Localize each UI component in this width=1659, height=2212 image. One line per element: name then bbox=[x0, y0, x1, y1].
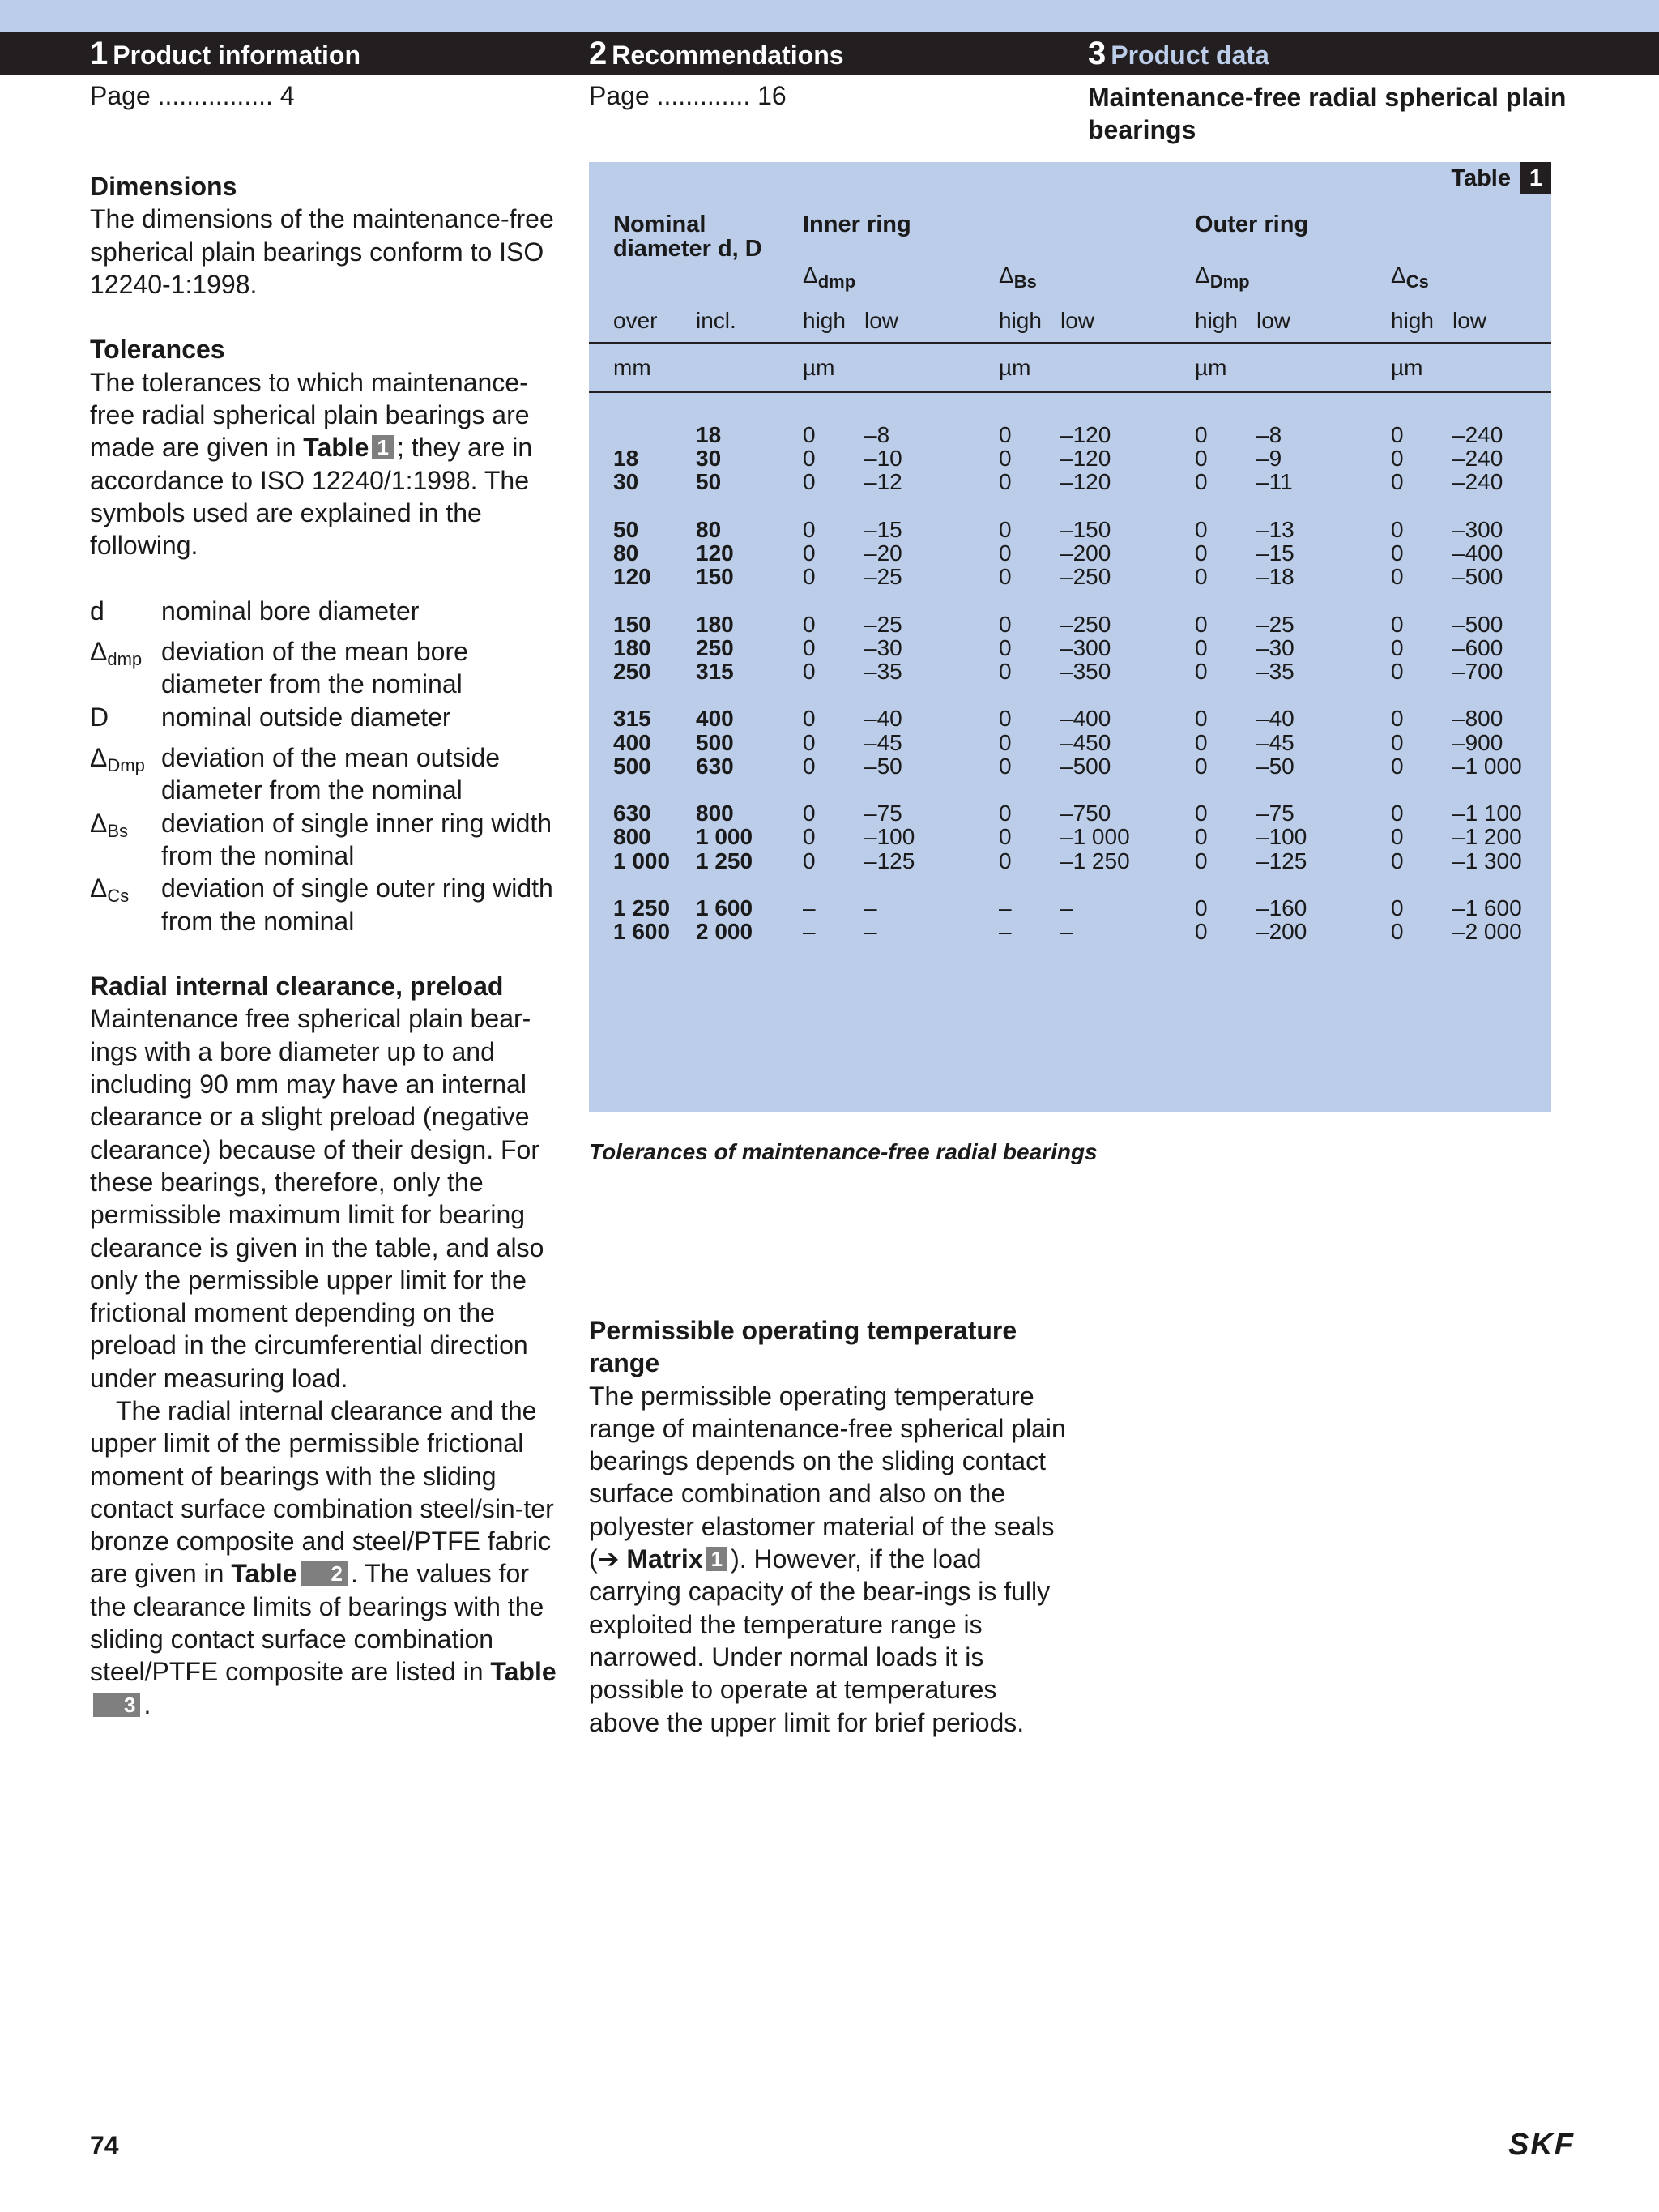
unit-um: µm bbox=[999, 355, 1031, 380]
cell-inner-bs-high: 0 bbox=[999, 801, 1012, 826]
cell-inner-dmp-low: – bbox=[864, 895, 877, 920]
delta-dmp-symbol bbox=[803, 263, 855, 293]
cell-incl: 315 bbox=[696, 659, 734, 684]
symbol-subscript: Cs bbox=[1405, 271, 1429, 292]
symbol-main: d bbox=[90, 596, 104, 626]
skf-logo: SKF bbox=[1508, 2128, 1575, 2162]
cell-outer-dmp-low: –30 bbox=[1256, 634, 1294, 660]
cell-outer-dmp-high: 0 bbox=[1195, 446, 1208, 472]
tolerances-heading: Tolerances bbox=[90, 335, 225, 365]
cell-outer-dmp-low: –125 bbox=[1256, 848, 1307, 873]
page-reference-2[interactable]: Page ............. 16 bbox=[589, 81, 787, 110]
cell-outer-dmp-low: –11 bbox=[1256, 469, 1293, 495]
cell-inner-dmp-low: –20 bbox=[864, 540, 902, 566]
product-title: Maintenance-free radial spherical plain bearings bbox=[1088, 83, 1567, 144]
cell-outer-cs-high: 0 bbox=[1391, 824, 1404, 850]
cell-outer-dmp-high: 0 bbox=[1195, 469, 1208, 495]
cell-outer-cs-high: 0 bbox=[1391, 919, 1404, 945]
cell-inner-dmp-high: 0 bbox=[803, 729, 816, 755]
matrix-reference-badge[interactable]: 1 bbox=[706, 1547, 727, 1571]
cell-inner-dmp-low: – bbox=[864, 919, 877, 945]
delta-glyph: Δ bbox=[803, 263, 818, 288]
cell-inner-bs-high: 0 bbox=[999, 753, 1012, 779]
cell-outer-cs-high: 0 bbox=[1391, 729, 1404, 755]
cell-outer-cs-high: 0 bbox=[1391, 753, 1404, 779]
cell-over: 500 bbox=[613, 753, 651, 779]
cell-inner-bs-low: –450 bbox=[1060, 729, 1111, 755]
cell-inner-dmp-low: –25 bbox=[864, 611, 902, 637]
symbol-subscript: Dmp bbox=[107, 755, 145, 776]
cell-inner-dmp-low: –35 bbox=[864, 659, 902, 684]
cell-incl: 400 bbox=[696, 706, 734, 732]
incl-header: incl. bbox=[696, 308, 736, 333]
cell-outer-dmp-low: –200 bbox=[1256, 919, 1307, 945]
cell-inner-dmp-low: –125 bbox=[864, 848, 915, 873]
cell-outer-dmp-low: –160 bbox=[1256, 895, 1307, 920]
table-reference-badge[interactable]: 3 bbox=[93, 1693, 140, 1717]
cell-outer-dmp-high: 0 bbox=[1195, 801, 1208, 826]
cell-inner-bs-high: – bbox=[999, 919, 1012, 945]
inner-ring-header: Inner ring bbox=[803, 211, 911, 237]
table-label bbox=[1451, 162, 1551, 194]
table-row bbox=[589, 613, 1551, 636]
dimensions-text: The dimensions of the maintenance-free spherical plain bearings conform to ISO 12240-1:1998. bbox=[90, 204, 554, 299]
symbol-subscript: Bs bbox=[1013, 271, 1037, 292]
table-reference-word[interactable]: Table bbox=[231, 1559, 297, 1589]
section-number: 2 bbox=[589, 36, 608, 71]
cell-outer-dmp-high: 0 bbox=[1195, 659, 1208, 684]
cell-incl: 150 bbox=[696, 564, 734, 590]
unit-um: µm bbox=[1195, 355, 1227, 380]
cell-over: 1 250 bbox=[613, 895, 671, 920]
cell-outer-cs-high: 0 bbox=[1391, 634, 1404, 660]
cell-over: 150 bbox=[613, 611, 651, 637]
cell-outer-dmp-high: 0 bbox=[1195, 422, 1208, 447]
cell-outer-cs-high: 0 bbox=[1391, 611, 1404, 637]
table-row bbox=[589, 896, 1551, 920]
cell-inner-bs-low: –1 250 bbox=[1060, 848, 1130, 873]
cell-outer-cs-low: –700 bbox=[1452, 659, 1503, 684]
cell-inner-bs-high: 0 bbox=[999, 516, 1012, 542]
table-reference-word[interactable]: Table bbox=[303, 433, 369, 463]
delta-dmp-outer-symbol bbox=[1195, 263, 1250, 293]
unit-mm: mm bbox=[613, 355, 651, 380]
cell-inner-bs-high: 0 bbox=[999, 824, 1012, 850]
cell-outer-cs-high: 0 bbox=[1391, 469, 1404, 495]
cell-inner-bs-high: 0 bbox=[999, 446, 1012, 472]
cell-outer-cs-high: 0 bbox=[1391, 446, 1404, 472]
cell-inner-bs-low: –120 bbox=[1060, 469, 1111, 495]
page-reference-1[interactable]: Page ................ 4 bbox=[90, 81, 295, 110]
cell-inner-dmp-low: –30 bbox=[864, 634, 902, 660]
dimensions-heading: Dimensions bbox=[90, 172, 237, 201]
cell-inner-dmp-high: 0 bbox=[803, 634, 816, 660]
cell-inner-bs-low: –150 bbox=[1060, 516, 1111, 542]
cell-inner-dmp-high: 0 bbox=[803, 446, 816, 472]
table-row bbox=[589, 541, 1551, 565]
cell-outer-cs-high: 0 bbox=[1391, 659, 1404, 684]
low-header: low bbox=[864, 308, 899, 333]
cell-inner-dmp-low: –10 bbox=[864, 446, 902, 472]
cell-incl: 18 bbox=[696, 422, 722, 447]
cell-over: 1 000 bbox=[613, 848, 671, 873]
table-row bbox=[589, 707, 1551, 730]
cell-outer-dmp-low: –13 bbox=[1256, 516, 1294, 542]
cell-outer-cs-low: –2 000 bbox=[1452, 919, 1522, 945]
symbol-subscript: Bs bbox=[107, 820, 129, 841]
delta-glyph: Δ bbox=[1391, 263, 1406, 288]
cell-inner-bs-high: 0 bbox=[999, 706, 1012, 732]
cell-incl: 250 bbox=[696, 634, 734, 660]
cell-outer-dmp-high: 0 bbox=[1195, 706, 1208, 732]
cell-outer-dmp-high: 0 bbox=[1195, 753, 1208, 779]
cell-inner-bs-low: –120 bbox=[1060, 446, 1111, 472]
cell-outer-cs-low: –240 bbox=[1452, 446, 1503, 472]
section-tab-product-data[interactable] bbox=[1088, 32, 1269, 75]
cell-outer-dmp-high: 0 bbox=[1195, 848, 1208, 873]
cell-outer-dmp-high: 0 bbox=[1195, 611, 1208, 637]
table-row bbox=[589, 518, 1551, 541]
cell-inner-dmp-high: 0 bbox=[803, 824, 816, 850]
cell-outer-cs-low: –1 600 bbox=[1452, 895, 1522, 920]
cell-inner-dmp-high: 0 bbox=[803, 564, 816, 590]
cell-outer-cs-high: 0 bbox=[1391, 422, 1404, 447]
cell-over: 50 bbox=[613, 516, 639, 542]
cell-inner-dmp-high: 0 bbox=[803, 801, 816, 826]
symbol-row bbox=[90, 635, 564, 701]
right-text-column bbox=[589, 1314, 1067, 1739]
symbol-description: nominal outside diameter bbox=[161, 702, 451, 732]
delta-glyph: Δ bbox=[90, 873, 108, 903]
cell-inner-bs-high: 0 bbox=[999, 729, 1012, 755]
cell-inner-dmp-high: 0 bbox=[803, 516, 816, 542]
cell-outer-dmp-low: –9 bbox=[1256, 446, 1282, 472]
cell-inner-dmp-high: – bbox=[803, 919, 816, 945]
tolerance-table bbox=[589, 162, 1551, 1112]
cell-inner-dmp-high: 0 bbox=[803, 753, 816, 779]
temperature-heading: Permissible operating temperature range bbox=[589, 1316, 1017, 1378]
cell-outer-dmp-low: –45 bbox=[1256, 729, 1294, 755]
cell-incl: 180 bbox=[696, 611, 734, 637]
high-header: high bbox=[999, 308, 1042, 333]
section-tab-recommendations[interactable] bbox=[589, 32, 844, 75]
section-number: 1 bbox=[90, 36, 109, 71]
cell-inner-bs-low: –500 bbox=[1060, 753, 1111, 779]
high-header: high bbox=[1195, 308, 1238, 333]
over-header: over bbox=[613, 308, 658, 333]
cell-outer-cs-high: 0 bbox=[1391, 564, 1404, 590]
table-row bbox=[589, 565, 1551, 588]
cell-over: 250 bbox=[613, 659, 651, 684]
cell-incl: 500 bbox=[696, 729, 734, 755]
symbol-main: D bbox=[90, 702, 109, 732]
table-rule bbox=[589, 342, 1551, 344]
clearance-text-part: . The values for the clearance limits of bearings with the sliding contact surface combination steel/PTFE composite are listed in bbox=[90, 1559, 544, 1687]
cell-outer-cs-high: 0 bbox=[1391, 801, 1404, 826]
cell-outer-cs-low: –1 200 bbox=[1452, 824, 1522, 850]
table-caption: Tolerances of maintenance-free radial bearings bbox=[589, 1139, 1098, 1164]
clearance-paragraph-2 bbox=[90, 1394, 564, 1721]
cell-outer-dmp-high: 0 bbox=[1195, 540, 1208, 566]
cell-incl: 1 600 bbox=[696, 895, 753, 920]
symbol-key bbox=[90, 741, 161, 807]
cell-outer-cs-low: –1 300 bbox=[1452, 848, 1522, 873]
cell-inner-dmp-low: –75 bbox=[864, 801, 902, 826]
cell-incl: 30 bbox=[696, 446, 722, 472]
cell-outer-cs-low: –240 bbox=[1452, 422, 1503, 447]
cell-outer-dmp-low: –75 bbox=[1256, 801, 1294, 826]
symbol-description: deviation of single inner ring width from the nominal bbox=[161, 808, 552, 870]
cell-incl: 1 250 bbox=[696, 848, 753, 873]
section-header-bar bbox=[0, 32, 1659, 75]
cell-inner-dmp-high: 0 bbox=[803, 540, 816, 566]
clearance-heading: Radial internal clearance, preload bbox=[90, 971, 504, 1001]
table-rule bbox=[589, 391, 1551, 393]
cell-inner-bs-low: –120 bbox=[1060, 422, 1111, 447]
cell-outer-cs-low: –600 bbox=[1452, 634, 1503, 660]
cell-inner-bs-low: –250 bbox=[1060, 564, 1111, 590]
delta-glyph: Δ bbox=[90, 743, 108, 773]
table-row bbox=[589, 801, 1551, 825]
table-reference-badge[interactable]: 1 bbox=[372, 435, 393, 459]
cell-incl: 80 bbox=[696, 516, 722, 542]
cell-inner-bs-low: –400 bbox=[1060, 706, 1111, 732]
clearance-text-part: . bbox=[143, 1689, 151, 1719]
cell-over: 18 bbox=[613, 446, 639, 472]
nominal-diameter-header: Nominal diameter d, D bbox=[613, 211, 762, 262]
left-text-column bbox=[90, 170, 564, 1721]
cell-outer-cs-high: 0 bbox=[1391, 848, 1404, 873]
delta-cs-symbol bbox=[1391, 263, 1429, 293]
delta-glyph: Δ bbox=[999, 263, 1014, 288]
cell-inner-bs-low: –250 bbox=[1060, 611, 1111, 637]
cell-inner-dmp-low: –40 bbox=[864, 706, 902, 732]
arrow-icon: ➔ bbox=[597, 1544, 620, 1574]
section-label: Product information bbox=[113, 41, 361, 70]
cell-outer-cs-low: –240 bbox=[1452, 469, 1503, 495]
cell-inner-dmp-high: – bbox=[803, 895, 816, 920]
cell-inner-bs-low: –200 bbox=[1060, 540, 1111, 566]
table-row bbox=[589, 825, 1551, 848]
cell-inner-bs-high: 0 bbox=[999, 564, 1012, 590]
cell-outer-cs-low: –500 bbox=[1452, 564, 1503, 590]
temperature-text-part: ). However, if the load carrying capacity of the bear-ings is fully exploited the temperature range is narrowed. Under normal loads it is possible to operate at temperatures above the upper limit for brief periods. bbox=[589, 1544, 1051, 1737]
unit-um: µm bbox=[1391, 355, 1423, 380]
cell-inner-bs-high: 0 bbox=[999, 469, 1012, 495]
cell-inner-bs-low: –1 000 bbox=[1060, 824, 1130, 850]
table-row bbox=[589, 446, 1551, 470]
delta-glyph: Δ bbox=[90, 808, 108, 838]
symbol-key bbox=[90, 701, 161, 741]
table-row bbox=[589, 636, 1551, 660]
cell-outer-cs-low: –1 000 bbox=[1452, 753, 1522, 779]
symbol-description: deviation of single outer ring width from the nominal bbox=[161, 873, 553, 936]
cell-inner-dmp-low: –8 bbox=[864, 422, 890, 447]
low-header: low bbox=[1256, 308, 1291, 333]
cell-outer-dmp-low: –18 bbox=[1256, 564, 1294, 590]
cell-outer-dmp-high: 0 bbox=[1195, 564, 1208, 590]
cell-inner-dmp-high: 0 bbox=[803, 848, 816, 873]
symbol-list bbox=[90, 595, 564, 937]
table-row bbox=[589, 423, 1551, 446]
cell-inner-bs-high: 0 bbox=[999, 422, 1012, 447]
delta-bs-symbol bbox=[999, 263, 1037, 293]
cell-inner-dmp-low: –45 bbox=[864, 729, 902, 755]
cell-inner-dmp-high: 0 bbox=[803, 611, 816, 637]
cell-over: 800 bbox=[613, 824, 651, 850]
cell-over: 315 bbox=[613, 706, 651, 732]
symbol-row bbox=[90, 701, 564, 741]
cell-inner-bs-low: –750 bbox=[1060, 801, 1111, 826]
cell-inner-dmp-low: –12 bbox=[864, 469, 902, 495]
symbol-subscript: dmp bbox=[817, 271, 856, 292]
section-label: Recommendations bbox=[612, 41, 844, 70]
symbol-key bbox=[90, 635, 161, 701]
table-row bbox=[589, 731, 1551, 754]
clearance-paragraph-1: Maintenance free spherical plain bear-ings with a bore diameter up to and including 90 mm may have an internal clearance or a slight preload (negative clearance) because of their design. For these bearings, therefore, only the permissible maximum limit for bearing clearance is given in the table, and also only the permissible upper limit for the frictional moment depending on the preload in the circumferential direction under measuring load. bbox=[90, 1004, 544, 1393]
cell-incl: 1 000 bbox=[696, 824, 753, 850]
cell-inner-bs-low: –300 bbox=[1060, 634, 1111, 660]
cell-over: 180 bbox=[613, 634, 651, 660]
symbol-description: deviation of the mean outside diameter from the nominal bbox=[161, 743, 501, 805]
cell-outer-dmp-low: –40 bbox=[1256, 706, 1294, 732]
section-number: 3 bbox=[1088, 36, 1107, 71]
cell-incl: 120 bbox=[696, 540, 734, 566]
cell-incl: 50 bbox=[696, 469, 722, 495]
page-number: 74 bbox=[90, 2131, 119, 2160]
cell-incl: 2 000 bbox=[696, 919, 753, 945]
symbol-key bbox=[90, 595, 161, 635]
top-color-band bbox=[0, 0, 1659, 32]
table-row bbox=[589, 470, 1551, 493]
cell-inner-bs-high: 0 bbox=[999, 634, 1012, 660]
cell-over: 630 bbox=[613, 801, 651, 826]
cell-outer-cs-low: –400 bbox=[1452, 540, 1503, 566]
cell-over: 1 600 bbox=[613, 919, 671, 945]
table-label-text: Table bbox=[1451, 165, 1511, 191]
cell-outer-dmp-low: –8 bbox=[1256, 422, 1282, 447]
symbol-subscript: Dmp bbox=[1209, 271, 1250, 292]
tolerances-text-part: ; they are in accordance to ISO 12240/1:1998. The symbols used are explained in the following. bbox=[90, 433, 533, 561]
cell-outer-dmp-high: 0 bbox=[1195, 634, 1208, 660]
section-label: Product data bbox=[1111, 41, 1269, 70]
cell-inner-bs-high: – bbox=[999, 895, 1012, 920]
cell-inner-bs-high: 0 bbox=[999, 848, 1012, 873]
cell-over: 30 bbox=[613, 469, 639, 495]
cell-inner-dmp-low: –100 bbox=[864, 824, 915, 850]
delta-glyph: Δ bbox=[1195, 263, 1210, 288]
cell-inner-bs-high: 0 bbox=[999, 659, 1012, 684]
cell-outer-dmp-low: –100 bbox=[1256, 824, 1307, 850]
cell-outer-dmp-high: 0 bbox=[1195, 895, 1208, 920]
cell-inner-bs-high: 0 bbox=[999, 540, 1012, 566]
high-header: high bbox=[803, 308, 846, 333]
cell-outer-cs-high: 0 bbox=[1391, 540, 1404, 566]
cell-inner-bs-low: –350 bbox=[1060, 659, 1111, 684]
temperature-text-part: The permissible operating temperature range of maintenance-free spherical plain bearings depends on the sliding contact surface combination and also on the polyester elastomer material of the seals ( bbox=[589, 1381, 1066, 1574]
unit-um: µm bbox=[803, 355, 835, 380]
table-row bbox=[589, 754, 1551, 778]
low-header: low bbox=[1452, 308, 1487, 333]
high-header: high bbox=[1391, 308, 1434, 333]
symbol-row bbox=[90, 741, 564, 807]
symbol-row bbox=[90, 872, 564, 937]
cell-outer-cs-low: –300 bbox=[1452, 516, 1503, 542]
cell-inner-dmp-low: –25 bbox=[864, 564, 902, 590]
cell-over: 400 bbox=[613, 729, 651, 755]
cell-inner-dmp-low: –50 bbox=[864, 753, 902, 779]
cell-outer-dmp-high: 0 bbox=[1195, 729, 1208, 755]
delta-glyph: Δ bbox=[90, 637, 108, 667]
cell-inner-dmp-high: 0 bbox=[803, 469, 816, 495]
symbol-subscript: dmp bbox=[107, 649, 143, 670]
symbol-row bbox=[90, 595, 564, 635]
cell-outer-cs-low: –1 100 bbox=[1452, 801, 1522, 826]
cell-outer-cs-high: 0 bbox=[1391, 706, 1404, 732]
matrix-reference-word[interactable]: Matrix bbox=[626, 1544, 703, 1574]
table-reference-word[interactable]: Table bbox=[490, 1657, 557, 1687]
symbol-description: nominal bore diameter bbox=[161, 596, 420, 626]
cell-outer-dmp-high: 0 bbox=[1195, 919, 1208, 945]
table-number-badge: 1 bbox=[1520, 162, 1551, 194]
symbol-key bbox=[90, 872, 161, 937]
cell-outer-cs-low: –500 bbox=[1452, 611, 1503, 637]
cell-inner-dmp-low: –15 bbox=[864, 516, 902, 542]
symbol-subscript: Cs bbox=[107, 886, 130, 907]
cell-outer-dmp-high: 0 bbox=[1195, 516, 1208, 542]
table-row bbox=[589, 920, 1551, 943]
cell-inner-dmp-high: 0 bbox=[803, 422, 816, 447]
cell-incl: 630 bbox=[696, 753, 734, 779]
cell-over: 80 bbox=[613, 540, 639, 566]
cell-outer-cs-low: –800 bbox=[1452, 706, 1503, 732]
symbol-key bbox=[90, 807, 161, 873]
temperature-text bbox=[589, 1380, 1067, 1739]
tolerances-text-part: The tolerances to which maintenance-free radial spherical plain bearings are made are given in bbox=[90, 367, 530, 463]
cell-inner-dmp-high: 0 bbox=[803, 706, 816, 732]
cell-outer-dmp-low: –50 bbox=[1256, 753, 1294, 779]
cell-outer-dmp-low: –25 bbox=[1256, 611, 1294, 637]
outer-ring-header: Outer ring bbox=[1195, 211, 1309, 237]
cell-incl: 800 bbox=[696, 801, 734, 826]
cell-inner-bs-high: 0 bbox=[999, 611, 1012, 637]
low-header: low bbox=[1060, 308, 1095, 333]
cell-outer-dmp-low: –35 bbox=[1256, 659, 1294, 684]
cell-over: 120 bbox=[613, 564, 651, 590]
cell-inner-dmp-high: 0 bbox=[803, 659, 816, 684]
cell-inner-bs-low: – bbox=[1060, 895, 1073, 920]
table-row bbox=[589, 849, 1551, 873]
cell-outer-cs-high: 0 bbox=[1391, 516, 1404, 542]
section-tab-product-information[interactable] bbox=[90, 32, 360, 75]
tolerances-text bbox=[90, 366, 564, 562]
cell-outer-cs-high: 0 bbox=[1391, 895, 1404, 920]
symbol-description: deviation of the mean bore diameter from the nominal bbox=[161, 637, 468, 699]
cell-outer-dmp-high: 0 bbox=[1195, 824, 1208, 850]
table-row bbox=[589, 660, 1551, 683]
symbol-row bbox=[90, 807, 564, 873]
table-reference-badge[interactable]: 2 bbox=[301, 1561, 348, 1586]
clearance-text-part: The radial internal clearance and the upper limit of the permissible frictional moment of bearings with the sliding contact surface combination steel/sin-ter bronze composite and steel/PTFE fabric are given in bbox=[90, 1395, 554, 1589]
cell-outer-dmp-low: –15 bbox=[1256, 540, 1294, 566]
cell-outer-cs-low: –900 bbox=[1452, 729, 1503, 755]
cell-inner-bs-low: – bbox=[1060, 919, 1073, 945]
